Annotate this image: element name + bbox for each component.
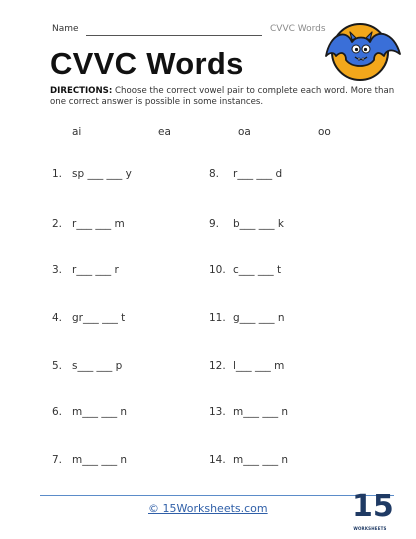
item-word: m___ ___ n: [233, 406, 289, 418]
item-number: 7.: [52, 454, 63, 466]
item-number: 10.: [209, 264, 226, 276]
page-title: CVVC Words: [50, 46, 244, 81]
list-item[interactable]: [209, 454, 288, 466]
sheet-topic: CVVC Words: [270, 24, 326, 34]
name-field[interactable]: [86, 35, 262, 36]
logo-word: WORKSHEETS: [353, 526, 387, 531]
directions-text: Choose the correct vowel pair to complete each word. More than one correct answer is possible in some instances.: [50, 86, 395, 107]
item-word: m___ ___ n: [233, 454, 289, 466]
item-word: sp ___ ___ y: [72, 168, 132, 180]
list-item[interactable]: [209, 264, 281, 276]
item-word: m___ ___ n: [72, 406, 128, 418]
list-item[interactable]: [52, 360, 122, 372]
footer-divider: [40, 495, 394, 496]
vowel-pair: oo: [318, 126, 331, 138]
item-word: m___ ___ n: [72, 454, 128, 466]
item-number: 13.: [209, 406, 226, 418]
list-item[interactable]: [209, 218, 284, 230]
item-number: 14.: [209, 454, 226, 466]
name-header: [52, 24, 326, 40]
item-word: g___ ___ n: [233, 312, 285, 324]
footer-link[interactable]: © 15Worksheets.com: [148, 502, 268, 515]
directions-label: DIRECTIONS:: [50, 86, 113, 96]
list-item[interactable]: [209, 360, 284, 372]
list-item[interactable]: [52, 218, 125, 230]
vowel-pair: oa: [238, 126, 251, 138]
item-word: r___ ___ m: [72, 218, 125, 230]
list-item[interactable]: [52, 168, 132, 180]
item-number: 9.: [209, 218, 220, 230]
list-item[interactable]: [52, 312, 125, 324]
vowel-pair: ea: [158, 126, 171, 138]
name-label: Name: [52, 24, 79, 34]
item-number: 11.: [209, 312, 226, 324]
item-number: 6.: [52, 406, 63, 418]
item-word: l___ ___ m: [233, 360, 285, 372]
logo-number: 15: [352, 489, 394, 524]
item-number: 12.: [209, 360, 226, 372]
item-number: 5.: [52, 360, 63, 372]
worksheets-logo: [352, 489, 394, 536]
item-number: 1.: [52, 168, 63, 180]
bat-icon: [316, 16, 406, 88]
item-word: r___ ___ r: [72, 264, 119, 276]
item-word: c___ ___ t: [233, 264, 282, 276]
item-number: 4.: [52, 312, 63, 324]
item-word: gr___ ___ t: [72, 312, 126, 324]
list-item[interactable]: [52, 406, 127, 418]
directions: [50, 86, 395, 107]
list-item[interactable]: [52, 454, 127, 466]
item-number: 3.: [52, 264, 63, 276]
list-item[interactable]: [52, 264, 119, 276]
vowel-pair: ai: [72, 126, 82, 138]
item-number: 8.: [209, 168, 220, 180]
vowel-pair-bank: [0, 126, 416, 140]
list-item[interactable]: [209, 406, 288, 418]
item-word: s___ ___ p: [72, 360, 123, 372]
item-word: b___ ___ k: [233, 218, 284, 230]
item-word: r___ ___ d: [233, 168, 283, 180]
list-item[interactable]: [209, 168, 282, 180]
item-number: 2.: [52, 218, 63, 230]
list-item[interactable]: [209, 312, 285, 324]
